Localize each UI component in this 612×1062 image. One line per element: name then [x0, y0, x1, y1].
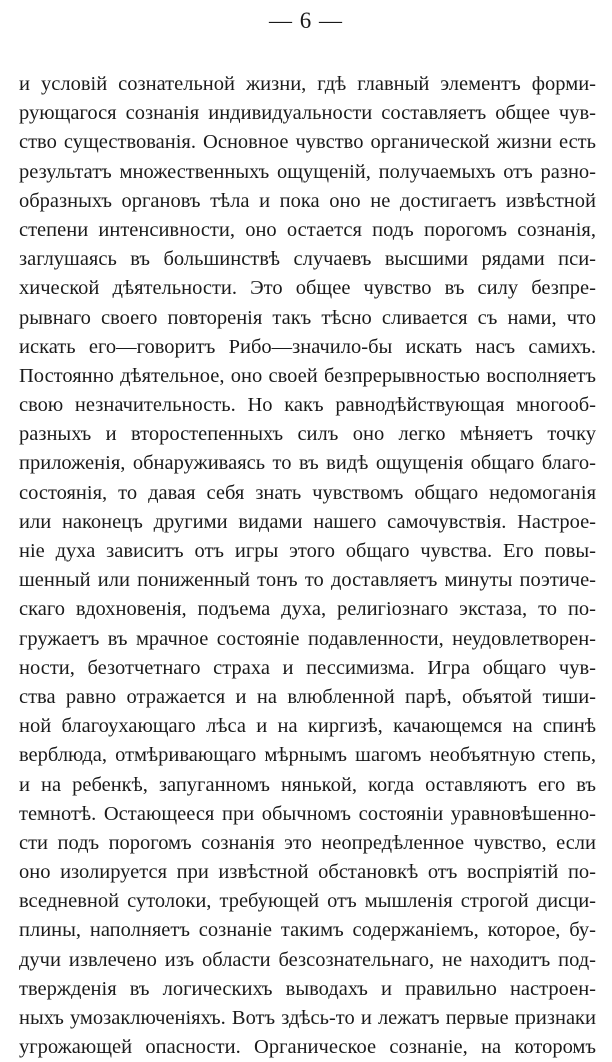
text-line: скаго вдохновенія, подъема духа, религіознаго экстаза, то по-: [19, 598, 596, 621]
text-line: приложенія, обнаруживаясь то въ видѣ ощущенія общаго благо-: [19, 452, 596, 475]
text-line: плины, наполняетъ сознаніе такимъ содержаніемъ, которое, бу-: [19, 919, 596, 942]
text-line: рывнаго своего повторенія такъ тѣсно сливается съ нами, что: [19, 306, 596, 329]
page-number: — 6 —: [269, 8, 343, 33]
text-line: сти подъ порогомъ сознанія это неопредѣленное чувство, если: [19, 831, 596, 854]
text-line: ныхъ умозаключеніяхъ. Вотъ здѣсь-то и лежатъ первые признаки: [19, 1007, 596, 1029]
text-line: ности, безотчетнаго страха и пессимизма. Игра общаго чув-: [19, 656, 596, 679]
text-line: результатъ множественныхъ ощущеній, получаемыхъ отъ разно-: [19, 160, 596, 183]
text-line: заглушаясь въ большинствѣ случаевъ высшими рядами пси-: [19, 248, 596, 271]
text-line: искать его—говоритъ Рибо—значило-бы искать насъ самихъ.: [19, 335, 596, 358]
text-line: верблюда, отмѣривающаго мѣрнымъ шагомъ необъятную степь,: [19, 744, 596, 767]
text-line: ной благоухающаго лѣса и на киргизѣ, качающемся на спинѣ: [19, 715, 596, 738]
text-line: и на ребенкѣ, запуганномъ нянькой, когда оставляютъ его въ: [19, 773, 596, 796]
text-line: вседневной сутолоки, требующей отъ мышленія строгой дисци-: [19, 890, 596, 913]
text-line: разныхъ и второстепенныхъ силъ оно легко мѣняетъ точку: [19, 423, 596, 446]
text-line: ніе духа зависитъ отъ игры этого общаго чувства. Его повы-: [19, 540, 596, 562]
text-line: образныхъ органовъ тѣла и пока оно не достигаетъ извѣстной: [19, 189, 596, 212]
text-line: состоянія, то давая себя знать чувствомъ общаго недомоганія: [19, 481, 596, 504]
text-line: Постоянно дѣятельное, оно своей безпрерывностью восполняетъ: [19, 364, 596, 387]
text-line: свою незначительность. Но какъ равнодѣйствующая многооб-: [19, 394, 596, 417]
text-line: угрожающей опасности. Органическое сознаніе, на которомъ: [19, 1036, 596, 1059]
text-line: ства равно отражается и на влюбленной парѣ, объятой тиши-: [19, 685, 596, 708]
text-line: оно изолируется при извѣстной обстановкѣ отъ воспріятій по-: [19, 861, 596, 884]
text-line: темнотѣ. Остающееся при обычномъ состояніи уравновѣшенно-: [19, 802, 596, 825]
text-line: степени интенсивности, оно остается подъ порогомъ сознанія,: [19, 218, 596, 241]
text-line: дучи извлечено изъ области безсознательнаго, не находитъ под-: [19, 948, 596, 971]
text-line: рующагося сознанія индивидуальности составляетъ общее чув-: [19, 102, 596, 125]
text-line: хической дѣятельности. Это общее чувство въ силу безпре-: [19, 277, 596, 300]
body-text: [19, 70, 596, 1062]
text-line: или наконецъ другими видами нашего самочувствія. Настрое-: [19, 510, 596, 533]
text-line: и условій сознательной жизни, гдѣ главный элементъ форми-: [19, 73, 596, 95]
text-line: твержденія въ логическихъ выводахъ и правильно настроен-: [19, 977, 596, 1000]
text-line: шенный или пониженный тонъ то доставляетъ минуты поэтиче-: [19, 569, 596, 592]
text-line: ство существованія. Основное чувство органической жизни есть: [19, 131, 596, 154]
text-line: гружаетъ въ мрачное состояніе подавленности, неудовлетворен-: [19, 627, 596, 650]
